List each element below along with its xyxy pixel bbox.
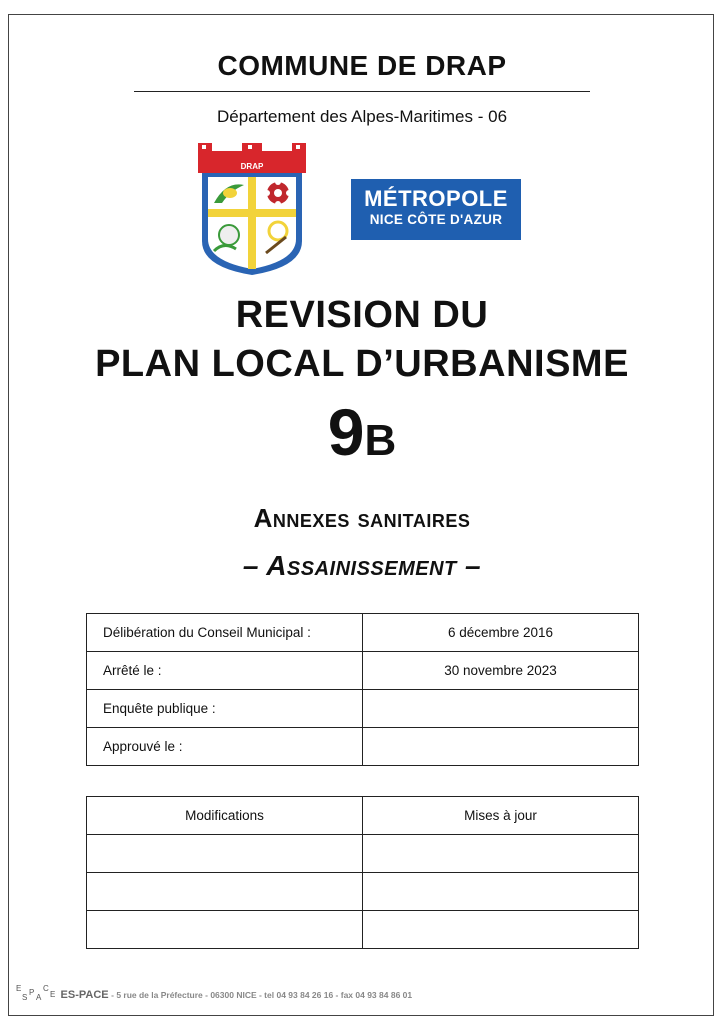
metropole-logo: [351, 179, 521, 240]
table-header-row: [87, 797, 639, 835]
department-label: Département des Alpes-Maritimes - 06: [216, 107, 508, 126]
column-header-mises-a-jour: Mises à jour: [363, 797, 639, 835]
table-row: [87, 873, 639, 911]
logo-letter: E: [50, 990, 56, 999]
table-row: [87, 652, 639, 690]
commune-title: COMMUNE DE DRAP: [217, 50, 507, 81]
metropole-logo-line1: MÉTROPOLE: [364, 186, 508, 211]
procedure-label: Délibération du Conseil Municipal :: [87, 614, 363, 652]
table-cell: [363, 835, 639, 873]
logo-letter: C: [43, 984, 49, 993]
procedure-label: Approuvé le :: [87, 728, 363, 766]
metropole-logo-line2: NICE CÔTE D'AZUR: [369, 212, 503, 227]
table-cell: [87, 873, 363, 911]
footer-address: - 5 rue de la Préfecture - 06300 NICE - tel 04 93 84 26 16 - fax 04 93 84 86 01: [111, 990, 413, 1000]
table-row: [87, 690, 639, 728]
drap-coat-of-arms: [196, 141, 308, 277]
table-cell: [87, 911, 363, 949]
logo-letter: A: [36, 993, 42, 1002]
document-title-line2: PLAN LOCAL D’URBANISME: [95, 343, 629, 385]
table-cell: [363, 873, 639, 911]
table-row: [87, 835, 639, 873]
logo-letter: E: [16, 984, 22, 993]
procedure-value: [363, 728, 639, 766]
document-number-digit: 9: [327, 395, 365, 469]
footer: [14, 986, 412, 1004]
modifications-table: [86, 796, 639, 949]
table-row: [87, 614, 639, 652]
footer-brand: ES-PACE: [60, 989, 109, 1001]
procedure-table: [86, 613, 639, 766]
procedure-label: Arrêté le :: [87, 652, 363, 690]
document-number-suffix: B: [364, 416, 397, 465]
table-cell: [87, 835, 363, 873]
table-row: [87, 911, 639, 949]
document-subtitle-assainissement: – Assainissement –: [242, 550, 482, 581]
document-subtitle: Annexes sanitaires: [253, 503, 471, 533]
procedure-value: 30 novembre 2023: [363, 652, 639, 690]
document-number: [0, 392, 724, 481]
procedure-value: [363, 690, 639, 728]
espace-logo: [14, 986, 58, 1004]
table-row: [87, 728, 639, 766]
table-cell: [363, 911, 639, 949]
column-header-modifications: Modifications: [87, 797, 363, 835]
procedure-label: Enquête publique :: [87, 690, 363, 728]
title-divider: [134, 91, 590, 92]
procedure-value: 6 décembre 2016: [363, 614, 639, 652]
logo-letter: P: [29, 988, 35, 997]
crest-label: DRAP: [240, 162, 264, 171]
logo-letter: S: [22, 993, 28, 1002]
document-title-line1: REVISION DU: [235, 294, 489, 336]
